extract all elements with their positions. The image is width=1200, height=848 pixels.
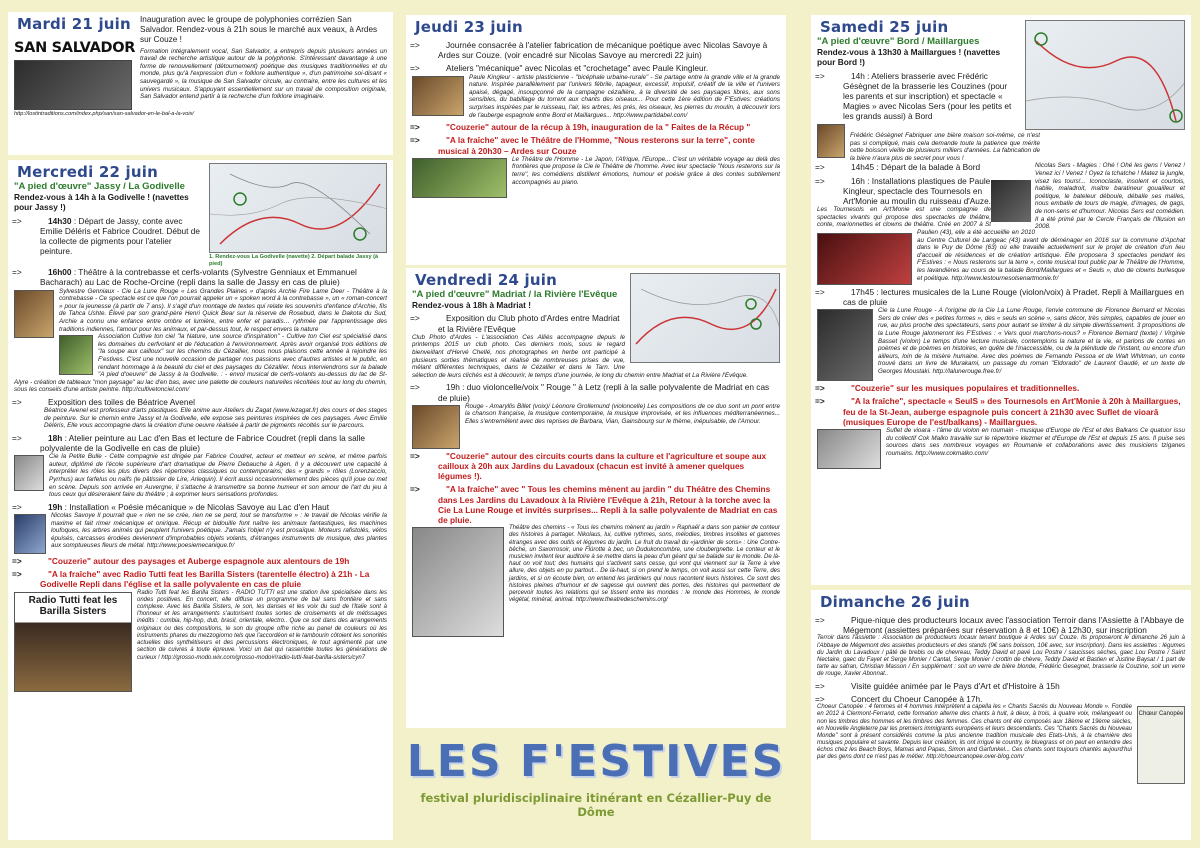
- mercredi-item-1900: => 19h : Installation « Poésie mécanique » de Nicolas Savoye au Lac d'en Haut: [12, 501, 330, 512]
- samedi-fraiche: => "A la fraîche", spectacle « SeulS » des Tournesols en Art'Monie à 20h à Maillargues, feu de la St-Jean, auberge espagnole puis concert à 21h30 avec Suflet de vioară (musiques Europe de l'est/balkans) - Maillargues.: [815, 396, 1181, 427]
- day-title-mercredi: Mercredi 22 juin: [17, 163, 158, 181]
- choeur-poster: Chœur Canopée: [1137, 706, 1185, 784]
- mercredi-couzerie: => "Couzerie" autour des paysages et Auberge espagnole aux alentours de 19h: [12, 556, 350, 567]
- lune-rouge-description: Cie la Lune Rouge - A l'origine de la Cie La Lune Rouge, l'envie commune de Florence Bernard et Nicolas Sers de créer des « petites formes », des « seuls en scène », sans décor, très simples, capables de jouer en rue, au plus proche des spectateurs, sans pour autant se limiter à du simple divertissement. 3 propositions de la Lune Rouge jalonneront les F'Estives : « Vers quoi marchons-nous? » Florence Bernard (texte) / Virginie Basset (violon) Le temps d'une lecture musicale, contemplons la nature et la vie, et parlons de contes en poèmes et de poèmes en histoires, en quête de l'inaccessible, ou de la plénitude de l'instant, ou encore d'un ailleurs, loin de la misère humaine. Avec des poèmes de Fernando Pessoa et de Walt Whitman, un conte trouvé dans un livre de Murakami, un passage du roman "Eldorado" de Laurent Gaudé, et un texte de Georges Moustaki. http://lalunerouge.free.fr/: [878, 307, 1185, 375]
- panel-mardi: [8, 12, 393, 155]
- jeudi-item-1: => Journée consacrée à l'atelier fabrication de mécanique poétique avec Nicolas Savoye à Ardes sur Couze. (voir encadré sur Nicolas Savoye au mercredi 22 juin): [410, 40, 768, 61]
- map-jassy: [209, 163, 387, 253]
- kingleur-description: Paule Kingleur - artiste plasticienne - "bicéphale urbaine-rurale" - Se partage entre la grande ville et la grande nature. Inspirée parallèlement par l'univers fébrile, tapageur, excessif, impulsif, créatif de la ville et l'univers apaisé, dégagé, insoupçonné de la campagne cézallière, à la diversité de ses paysages libres, aux sons sensibles, du babillage du torrent aux chants des oiseaux... Pour cette 1ère édition de F'Estives: créations surprises inspirées par le ruisseau, l'air, les arbres, les prés, les oiseaux, les pierres du moulin, à découvrir lors de l'auberge espagnole entre Bord et Maillargues... http://www.partidabel.com/: [469, 73, 780, 119]
- vendredi-lead: "A pied d'œuvre" Madriat / la Rivière l'Evêque: [412, 289, 618, 300]
- map-madriat: [630, 273, 780, 363]
- rouge-photo: [412, 405, 460, 449]
- samedi-couzerie: => "Couzerie" sur les musiques populaires et traditionnelles.: [815, 383, 1080, 394]
- day-title-samedi: Samedi 25 juin: [820, 18, 949, 36]
- day-title-jeudi: Jeudi 23 juin: [415, 18, 523, 36]
- san-salvador-photo: [14, 60, 132, 110]
- mercredi-fraiche: => "A la fraîche" avec Radio Tutti feat les Barilla Sisters (tarentelle électro) à 21h - La Godivelle Repli dans l'église et la salle polyvalente en cas de pluie: [12, 569, 370, 590]
- kingleur-photo: [412, 76, 464, 116]
- festival-subtitle: festival pluridisciplinaire itinérant en Cézallier-Puy de Dôme: [420, 791, 772, 819]
- theatre-chemins-description: Théâtre des chemins - « Tous les chemins mènent au jardin » Raphaël a dans son panier de conteur des histoires à partager. Nikolaus, lui, cultive rythmes, sons, mélodies, timbres insolites et gammes étranges avec des outils et légumes du jardin. Le fruit du travail du «jardinier de sons» : Une Contre-bêche, un Saxorrosoir, une Flûrotte à bec, un Dudukoncombre, une cloubergnette. Le conteur et le musicien invitent leur auditoire à se mettre dans la peau d'un géant qui se balade sur le monde. De là-haut on voit tout; des humains qui s'activent sans cesse, qui vont qui viennent sur la Terre à vive allure, des objets en pu partout... De là-haut, si on prend le temps, on voit aussi sur cette Terre, des jardins, et si on écoute bien, on entend les jardiniers qui nous racontent leurs histoires. Ce sont des histoires pleines d'humour et de sagesse qui ouvrent des portes, des histoires qui permettent de percevoir toutes les relations qui se tissent entre les mondes : le monde des Hommes, le monde végétal, minéral, animal. http://www.theatredeschemins.org/: [509, 525, 780, 604]
- lune-rouge-photo: [817, 309, 873, 381]
- day-title-dimanche: Dimanche 26 juin: [820, 593, 970, 611]
- map-caption-mercredi: 1. Rendez-vous La Godivelle (navette) 2. Départ balade Jassy (à pied): [209, 254, 379, 267]
- suflet-description: Suflet de vioara - l'âme du violon en roumain - musique d'Europe de l'Est et des Balkans Ce quatuor issu du collectif Cok Malko travaille sur le répertoire klezmer et d'Europe de l'Est et depuis 15 ans. Il puise ses sources dans ses nombreux voyages en Roumanie et collaborations avec des musiciens tziganes roumains. http://www.cokmalko.com/: [886, 426, 1185, 457]
- savoye-photo: [14, 514, 46, 554]
- suflet-photo: [817, 429, 881, 469]
- samedi-item-1: => 14h : Ateliers brasserie avec Frédéric Gésègnet de la brasserie les Couzines (pour les parents et sur inscription) et spectacle « Magies » avec Nicolas Sers (pour les petits et les grands aussi) à Bord: [815, 70, 1012, 122]
- sylvestre-photo: [14, 290, 54, 338]
- samedi-item-3: => 16h : Installations plastiques de Paule Kingleur, spectacle des Tournesols en Art'Monie au moulin du ruisseau d'Auze.: [815, 175, 991, 206]
- day-title-mardi: Mardi 21 juin: [17, 15, 131, 33]
- map-bord: [1025, 20, 1185, 130]
- samedi-rdv: Rendez-vous à 13h30 à Maillargues ! (navettes pour Bord !): [817, 47, 1001, 68]
- mercredi-lead: "A pied d'œuvre" Jassy / La Godivelle: [14, 181, 185, 192]
- festival-title: LES F'ESTIVES: [406, 736, 786, 787]
- beatrice-description: Béatrice Avenel est professeur d'arts plastiques. Elle anime aux Ateliers du Zagat (www.lezagat.fr) des cours et des stages de peinture. Sur le chemin entre Jassy et la Godivelle, elle expose ses peintures inspirées de ces paysages. Avec Emilie Déléris, Elle vous accompagne dans la création d'une oeuvre réalisée à partir de pigments récoltés sur le parcours.: [44, 407, 387, 430]
- mercredi-expo: => Exposition des toiles de Béatrice Avenel: [12, 396, 195, 407]
- sers-description: Nicolas Sers - Magies : Ohé ! Ohé les gens ! Venez ! Venez ici ! Venez ! Oyez la tchatche ! Matez la jungle, visez les tours!... Iconoclaste, insolent et courtois, habile, maladroit, maître baratineur gouailleur et poétique, le bateleur déboule, déballe ses malles, nous emballe de tours de magie, d'images, de gags, de non-sens et d'humour. Nicolas Sers est comédien. Il a été primé par le Cercle Français de l'Illusion en 2008.: [1035, 162, 1185, 231]
- terroir-description: Terroir dans l'assiette : Association de producteurs locaux tenant boutique à Ardes sur Couze. Ils proposeront le dimanche 26 juin à l'Abbaye de Mégemont des assiettes producteurs et des stands (9€ sans boisson, 10€ avec, sur inscription). Dans les assiettes : légumes du Jardin du Lavadoux / pâté de brebis ou de chevreau, Teddy David et pavé Lou Postre / saucisses sèches, gaec Lou Postre / Saint Nectaire, gaec du Fayet et Serge Monier / Cantal, Serge Monier / crottin de chèvre, Teddy David et Bastien et Justine Baysat / 1 part de tarte au safran, Christian Masson / En supplément : soit un verre de bière blonde, Frédéric Gesegnet, brasserie la Couzine, soit un verre de rouge, Xavier Abonnat..: [817, 635, 1185, 677]
- dimanche-item-2: => Visite guidée animée par le Pays d'Art et d'Histoire à 15h: [815, 680, 1060, 691]
- samedi-item-4: => 17h45 : lectures musicales de la Lune Rouge (violon/voix) à Pradet. Repli à Maillargues en cas de pluie: [815, 286, 1184, 307]
- mardi-url[interactable]: http://lostintraditions.com/index.php/san/san-salvador-en-le-bal-a-la-voix/: [14, 111, 194, 117]
- gesegnet-photo: [817, 124, 845, 158]
- petite-bulle-description: Cie la Petite Bulle - Cette compagnie est dirigée par Fabrice Coudret, acteur et metteur en scène, et même parfois auteur, diplômé de l'école supérieure d'art dramatique de Pierre Debauche à Agen. Il y a découvert une capacité à interpréter les rôles les plus divers des répertoires classiques ou contemporains; des « grands » rôles (Lorenzaccio, Pyrrhus) aux farfelus ou naïfs (le pâtissier de Lire, Arlequin). Il écrit aussi occasionnellement des pièces qu'il joue ou met en scène. Depuis son arrivée en Auvergne, il s'attache à transmettre sa bonne humeur et son amour de l'art du jeu à tous ceux qui désireraient faire du théâtre ; à exprimer leurs sensations profondes.: [49, 453, 387, 499]
- mardi-description: Formation intégralement vocal, San Salvador, a entrepris depuis plusieurs années un travail de recherche artistique autour de la polyphonie. S'intéressant davantage à une forme de renouvellement (détournement) poétique des musiques traditionnelles et du monde, plus qu'à l'expression d'un « folklore authentique », d'un patrimoine soi-disant « sauvegardé », la musique de San Salvador circule, au contraire, entre les cultures et les univers musicaux. S'appuyant essentiellement sur un travail de composition originale, San Salvador entend partir à la recherche d'un folklore imaginaire.: [140, 47, 387, 101]
- mercredi-rdv: Rendez-vous à 14h à la Godivelle ! (navettes pour Jassy !): [14, 192, 189, 213]
- vendredi-item-2: => 19h : duo violoncelle/voix " Rouge " à Letz (repli à la salle polyvalente de Madriat en cas de pluie): [410, 382, 770, 403]
- choeur-description: Choeur Canopée : 4 femmes et 4 hommes interprètent a capella les « Chants Sacrés du Nouveau Monde ». Fondée en 2012 à Clermont-Ferrand, cette formation alterne des chants à huit, à deux, à trois, à quatre voix, mélangeant ou non les timbres des hommes et les timbres des femmes. Ces chants ont été composés aux 18ème et 19ème siècles, en Nouvelle Angleterre par les premiers immigrants européens et leurs descendants. Ces "Chants Sacrés du Nouveau Monde" sont à présent considérés comme la plus ancienne tradition musicale des Etats-Unis, à la charnière des musiques populaire et savante. Depuis leur création, ils ont irrigué le country, le bluegrass et on peut en entendre des échos chez les Beach Boys, Mamas and Papas, Simon and Garfunkel... Ces chants sont toujours chantés aujourd'hui par des gens dont ce n'est pas le métier. http://choeurcanopee.over-blog.com/: [817, 704, 1132, 761]
- jeudi-item-2: => Ateliers "mécanique" avec Nicolas et "crochetage" avec Paule Kingleur.: [410, 63, 709, 74]
- mercredi-item-1430: => 14h30 : Départ de Jassy, conte avec Emilie Déléris et Fabrice Coudret. Début de la collecte de pigments pour l'atelier peinture.: [12, 215, 201, 257]
- cultive-description: Association Cultive ton ciel "la Nature, une source d'inspiration" - Cultive ton Ciel est spécialisé dans les domaines du cerfvolant et de l'éducation à l'environnement. Après avoir organisé trois éditions de "la soupe aux cailloux" sur les chemins du Cézallier, nous nous plaisons cette année à rejoindre les F'estives. C'est une nouvelle occasion de partager nos passions avec d'autres artistes et le public, en rendant hommage à la beauté du ciel et des paysages du Cézallier. Nous interviendrons sur la balade "A pied d'oeuvre" de Jassy à la Godivelle. : - envol musical de cerfs-volants au-dessus du lac de St-Alyre - création de tableaux "mon paysage" au lac d'en bas, avec une palette de couleurs naturelles récoltées tout au long du chemin, sous les conseils d'une artiste peintre. http://cultivetonciel.com/: [14, 333, 387, 394]
- samedi-item-2: => 14h45 : Départ de la balade à Bord: [815, 162, 981, 173]
- savoye-description: Nicolas Savoye Il pourrait que « rien ne se crée, rien ne se perd, tout se transforme » : le travail de Nicolas vérifie la maxime et fait rimer mécanique et onirique. Récup et bidouille font naître les animaux fantastiques, les machines loufoques, les arbres animés qui peuplent l'univers poétique. J'amais l'objet n'y est prosaïque. Moteurs rafistolés, vélos épuisés, carcasses érodées deviennent d'improbables objets volants, d'étranges instruments de musique, des plantes aux somptueuses fleurs de métal. http://www.poesiemecanique.fr/: [51, 512, 387, 550]
- day-title-vendredi: Vendredi 24 juin: [415, 271, 557, 289]
- panel-samedi: [811, 15, 1191, 585]
- vendredi-fraiche: => "A la fraîche" avec " Tous les chemins mènent au jardin " du Théâtre des Chemins dans Les Jardins du Lavadoux à la Rivière l'Evêque à 21h, Retour à la torche avec la Cie La Lune Rouge et invités surprises... Repli à la salle polyvalente de Madriat en cas de pluie.: [410, 484, 778, 525]
- fabrice-photo: [14, 455, 44, 491]
- mercredi-item-1800: => 18h : Atelier peinture au Lac d'en Bas et lecture de Fabrice Coudret (repli dans la salle polyvalente de la Godivelle en cas de pluie): [12, 432, 366, 454]
- sylvestre-description: Sylvestre Genniaux - Cie La Lune Rouge « Les Grandes Plaines » d'après Archie Fire Lame Deer - Théâtre à la contrebasse - Ce spectacle est ce que l'on pourrait appeler un « spoken word à la contrebasse », un « roman-concert » pour la jeunesse (à partir de 7 ans). Il s'agit d'un montage de textes qui relate les souvenirs d'enfance d'Archie, fils de Tahca Ushte. Élevé par son grand-père Henri Quick Bear sur la réserve de Rosebud, dans le Dakota du Sud, Archie a connu une enfance entre ombre et lumière, entre enfer et paradis… rythmée par l'apprentissage des traditions indiennes, l'amour pour les animaux, et par-dessus tout, le respect envers la nature: [59, 287, 387, 333]
- panel-dimanche: [811, 590, 1191, 840]
- panel-mercredi: [8, 160, 393, 840]
- theatre-homme-photo: [412, 158, 507, 198]
- rouge-description: Rouge - Amaryllis Billet (voix)/ Léonore Grollemund (violoncelle) Les compositions de ce duo sont un pont entre la chanson française, la musique contemporaine, la musique improvisée, et les influences méditerranéennes... Elles s'entremêlent avec des reprises de Barbara, Vian, Gainsbourg sur le thème, inépuisable, de l'Amour.: [465, 402, 780, 425]
- mardi-intro: Inauguration avec le groupe de polyphonies corrézien San Salvador. Rendez-vous à 21h sous le marché aux veaux, à Ardes sur Couze !: [140, 15, 378, 45]
- festival-banner: [406, 735, 786, 845]
- panel-jeudi: [406, 15, 786, 265]
- sers-photo: [991, 180, 1031, 222]
- mercredi-item-1600: => 16h00 : Théâtre à la contrebasse et cerfs-volants (Sylvestre Genniaux et Emmanuel Bacharach) au Lac de Roche-Orcine (repli dans la salle de Jassy en cas de pluie): [12, 267, 357, 288]
- club-photo-description: Club Photo d'Ardes - L'association Ces Alliés accompagne depuis le printemps 2015 un club photo. Ces derniers mois, sous le regard bienveillant d'Hervé Chellé, nos photographes en herbe ont participé à plusieurs sorties thématiques et réalisé de nombreuses prises de vue, mêlant différentes techniques, dans le Cézallier et dans le Tarn. Une sélection de leurs clichés est à découvrir, le temps d'une journée, le long du chemin entre Madriat et La Rivière l'Evêque.: [412, 333, 748, 379]
- tournesols-photo: [817, 233, 912, 285]
- jeudi-fraiche: => "A la fraîche" avec le Théâtre de l'Homme, "Nous resterons sur la terre", conte musical à 20h30 – Ardes sur Couze: [410, 135, 755, 156]
- san-salvador-brand: SAN SALVADOR: [14, 40, 136, 56]
- theatre-chemins-photo: [412, 527, 504, 637]
- cultive-photo: [59, 335, 93, 375]
- radio-tutti-poster: Radio Tutti feat les Barilla Sisters: [14, 592, 132, 692]
- panel-vendredi: [406, 268, 786, 728]
- vendredi-item-1: => Exposition du Club photo d'Ardes entre Madriat et la Rivière l'Evêque: [410, 313, 620, 334]
- gesegnet-description: Frédéric Gésègnet Fabriquer une bière maison soi-même, ce n'est pas si compliqué, mais cela demande toute la patience que mérite cette boisson vieille de plusieurs milliers d'années. La fabrication de la bière n'aura plus de secret pour vous !: [850, 132, 1040, 162]
- vendredi-couzerie: => "Couzerie" autour des circuits courts dans la culture et l'agriculture et soupe aux cailloux à 20h aux Jardins du Lavadoux (chacun est invité à amener quelques légumes !).: [410, 450, 767, 482]
- dimanche-item-3: => Concert du Choeur Canopée à 17h.: [815, 694, 983, 705]
- jeudi-couzerie: => "Couzerie" autour de la récup à 19h, inauguration de la " Faites de la Récup ": [410, 122, 751, 133]
- radio-tutti-description: Radio Tutti feat les Barilla Sisters - RADIO TUTTI est une station live spécialisée dans les ondes positives. En concert, elle diffuse un programme de bal sans frontière et sans complexe. Avec les Barilla Sisters, le son, les danses et les voix du sud de l'Italie sont à l'honneur et les arrangements s'autorisent toutes sortes de croisements et de métissages inédits : cumbia, hip-hop, dub, brasil, orientale, electro.. Que ce soit dans des arrangements originaux ou des compositions, le son du groupe offre riche au panel de couleurs où les instruments phares du mezzogiorno tels que l'accordéon et le tambourin côtoient les sonorités actuelles des synthétiseurs et des percussions électroniques, le tout agrémenté par une section de cuivres à toute épreuve. Voici un bal qui rassemble toutes les générations de curieux ! http://grosso-modo.wix.com/grosso-modo#!radio-tutti-feat-barilla-sisters/cyn7: [137, 589, 387, 661]
- vendredi-rdv: Rendez-vous à 18h à Madriat !: [412, 300, 531, 311]
- tournesols-description: Les Tournesols en Art'Monie est une compagnie de spectacles vivants qui propose des spectacles de théâtre, conte, marionnettes et clowns de théâtre. Créé en 2007 à St Paulien (43), elle a été accueillie en 2010 au Centre Culturel de Langeac (43) avant de déménager en 2016 sur la commune d'Apchat dans le Puy de Dôme (63) où elle travaille actuellement sur le projet de création d'un lieu d'accueil de résidences et de création artistique. Elle proposera 3 spectacles pendant les F'Estives : « Nous resterons sur la terre », conte musical tout public par le Théâtre de l'Homme, les lavandières au cours de la balade Bord/Maillargues et « Seuls », duo de clowns burlesque et poétique. http://www.lestournesolsenartmonie.fr/: [817, 206, 1185, 282]
- dimanche-item-1: => Pique-nique des producteurs locaux avec l'association Terroir dans l'Assiette à l'Abbaye de Mégemont (assiettes préparées sur réservation à 8 et 10€) à 12h30, sur inscription: [815, 615, 1184, 636]
- theatre-homme-description: Le Théâtre de l'Homme - Le Japon, l'Afrique, l'Europe... C'est un véritable voyage au delà des frontières que propose la Cie le Théâtre de l'homme. Avec leur spectacle "Nous resterons sur la terre", les comédiens distillent émotions, humour et poésie grâce à des contes subtilement accompagnés au piano.: [512, 155, 780, 186]
- samedi-lead: "A pied d'œuvre" Bord / Maillargues: [817, 36, 980, 47]
